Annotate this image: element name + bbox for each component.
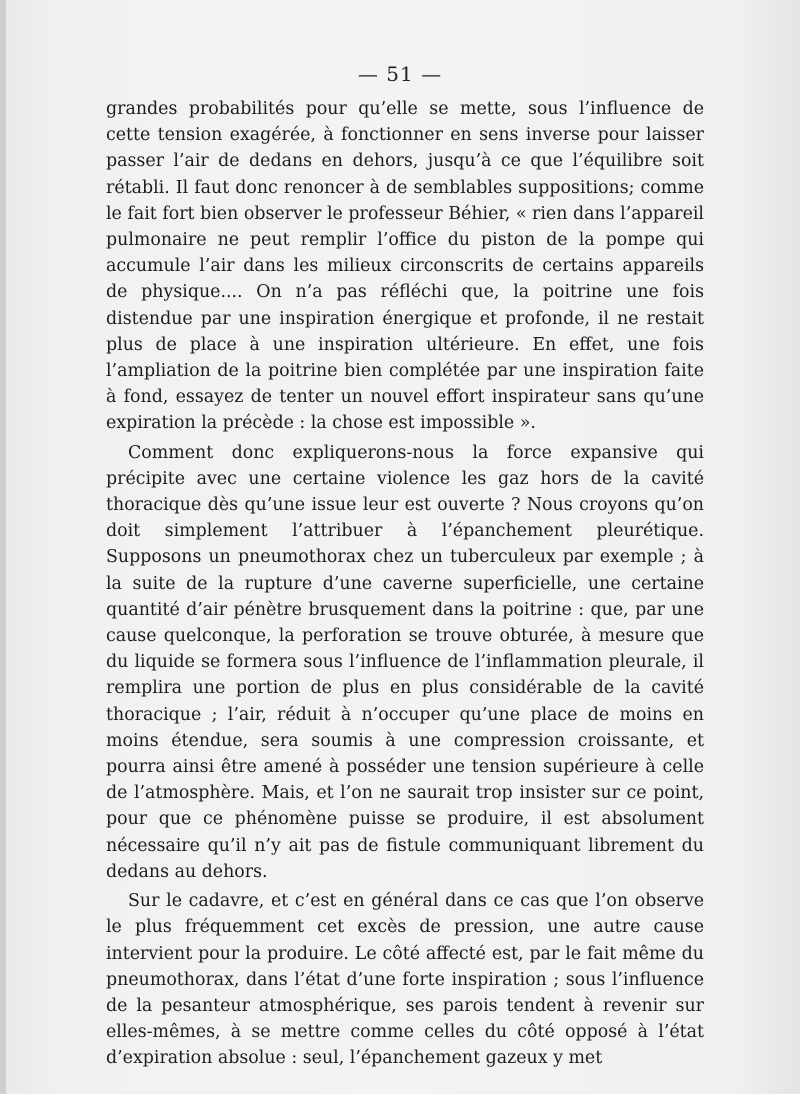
- paragraph-2: Comment donc expliquerons-nous la force expansive qui précipite avec une certaine violence les gaz hors de la cavité thoracique dès qu’une issue leur est ouverte ? Nous croyons qu’on doit simplement l’attribuer à l’épanchement pleurétique. Supposons un pneumothorax chez un tuberculeux par exemple ; à la suite de la rupture d’une caverne superficielle, une certaine quantité d’air pénètre brusquement dans la poitrine : que, par une cause quelconque, la perforation se trouve obturée, à mesure que du liquide se formera sous l’influence de l’inflammation pleurale, il remplira une portion de plus en plus considérable de la cavité thoracique ; l’air, réduit à n’occuper qu’une place de moins en moins étendue, sera soumis à une compression croissante, et pourra ainsi être amené à posséder une tension supérieure à celle de l’atmosphère. Mais, et l’on ne saurait trop insister sur ce point, pour que ce phénomène puisse se produire, il est absolument nécessaire qu’il n’y ait pas de fistule communiquant librement du dedans au dehors.: [106, 442, 704, 882]
- paragraph-1: grandes probabilités pour qu’elle se mette, sous l’influence de cette tension exagérée, à fonctionner en sens inverse pour laisser passer l’air de dedans en dehors, jusqu’à ce que l’équilibre soit rétabli. Il faut donc renoncer à de semblables suppositions; comme le fait fort bien observer le professeur Béhier, « rien dans l’appareil pulmonaire ne peut remplir l’office du piston de la pompe qui accumule l’air dans les milieux circonscrits de certains appareils de physique.... On n’a pas réfléchi que, la poitrine une fois distendue par une inspiration énergique et profonde, il ne restait plus de place à une inspiration ultérieure. En effet, une fois l’ampliation de la poitrine bien complétée par une inspiration faite à fond, essayez de tenter un nouvel effort inspirateur sans qu’une expiration la précède : la chose est impossible ».: [106, 99, 704, 434]
- page-number: — 51 —: [357, 62, 443, 86]
- paragraph-3: Sur le cadavre, et c’est en général dans ce cas que l’on observe le plus fréquemment cet excès de pression, une autre cause intervient pour la produire. Le côté affecté est, par le fait même du pneumothorax, dans l’état d’une forte inspiration ; sous l’influence de la pesanteur atmosphérique, ses parois tendent à revenir sur elles-mêmes, à se mettre comme celles du côté opposé à l’état d’expiration absolue : seul, l’épanchement gazeux y met: [106, 891, 704, 1069]
- body-text: [106, 96, 704, 1076]
